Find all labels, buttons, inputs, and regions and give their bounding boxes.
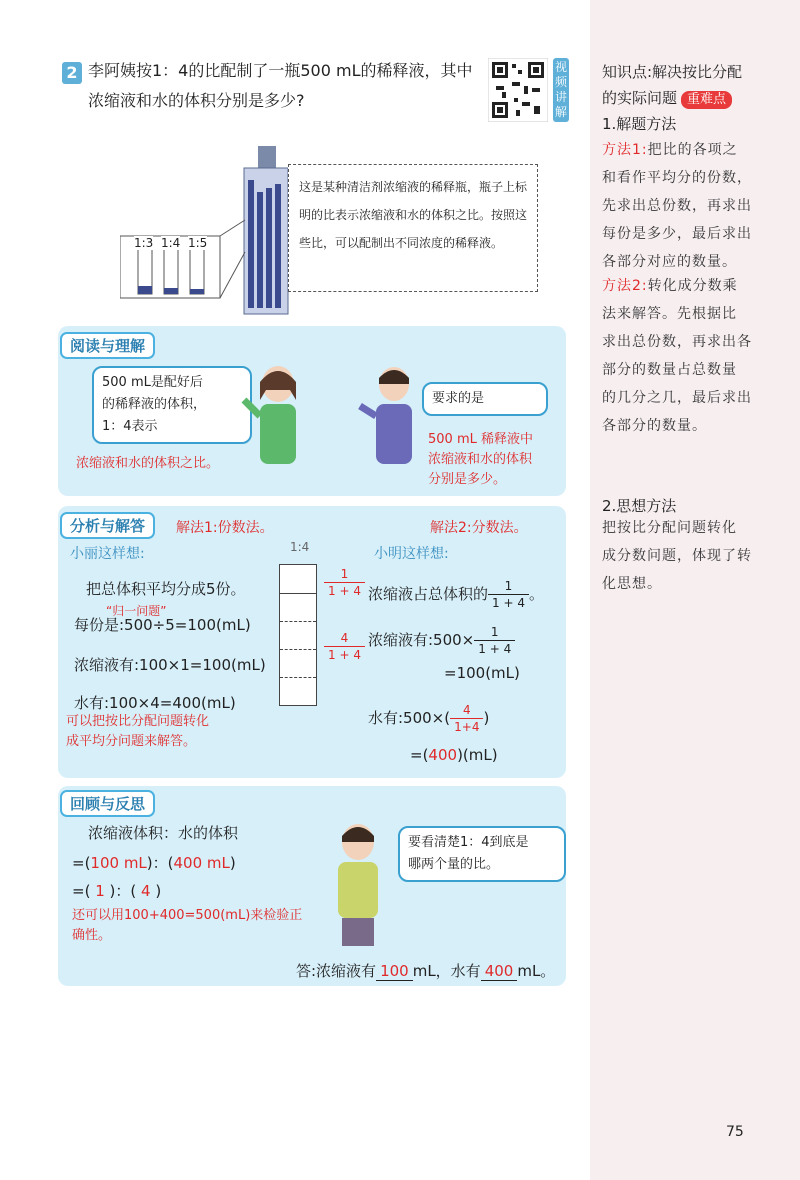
sidebar-section-1: 1.解题方法 [602,115,677,133]
reading-tag: 阅读与理解 [60,332,155,359]
qr-code-icon[interactable] [488,58,548,122]
dilution-bottle-illustration [120,140,290,315]
bar-fraction-2: $\frac{4}{1 + 4}$ [324,630,365,663]
girl-speech-bubble: 500 mL是配好后 的稀释液的体积， 1：4表示 [92,366,252,444]
boy-speech-bubble: 要求的是 [422,382,548,416]
ratio-diagram-label: 1:4 [290,540,310,554]
bar-fraction-1: $\frac{1}{1 + 4}$ [324,566,365,599]
left-note: 可以把按比分配问题转化 成平均分问题来解答。 [66,714,210,749]
girl-figure [238,360,318,470]
video-label[interactable]: 视频讲解 [553,58,569,122]
method-2-text: 方法2:转化成分数乘 法来解答。先根据比 求出总份数，再求出各 部分的数量占总数量 的几分之几，最后求出 各部分的数量。 [602,278,752,434]
review-boy-figure [318,816,398,948]
knowledge-sidebar [590,0,800,1180]
left-line-4: 水有:100×4=400(mL) [74,694,236,712]
analysis-tag: 分析与解答 [60,512,155,539]
question-number: 2 [62,62,82,84]
guiyi-label: “归一问题” [106,604,167,618]
method-1-label: 解法1:份数法。 [176,520,274,536]
right-line-4: 水有:500×( $\frac{4}{1+4}$ ) [368,703,490,734]
left-line-1: 把总体积平均分成5份。 [86,580,246,598]
review-tag: 回顾与反思 [60,790,155,817]
boy-note: 500 mL 稀释液中 浓缩液和水的体积 分别是多少。 [428,432,533,487]
left-line-3: 浓缩液有:100×1=100(mL) [74,656,266,674]
bottle-description: 这是某种清洁剂浓缩液的稀释瓶，瓶子上标明的比表示浓缩液和水的体积之比。按照这些比，可以配制出不同浓度的稀释液。 [288,164,538,292]
girl-note: 浓缩液和水的体积之比。 [76,456,220,471]
boy-figure [354,360,434,470]
review-note: 还可以用100+400=500(mL)来检验正 确性。 [72,908,303,943]
method-2-label: 解法2:分数法。 [430,520,528,536]
ratio-label-1-3: 1:3 [134,236,154,250]
ratio-label-1-4: 1:4 [161,236,181,250]
final-answer: 答:浓缩液有 100 mL，水有 400 mL。 [296,962,556,980]
question-text: 李阿姨按1：4的比配制了一瓶500 mL的稀释液，其中 浓缩液和水的体积分别是多少? [88,61,473,110]
volume-bar-diagram [279,564,317,706]
right-line-1: 浓缩液占总体积的 $\frac{1}{1 + 4}$ 。 [368,579,544,610]
review-line-3: =( 1 )：( 4 ) [72,882,162,900]
review-speech-bubble: 要看清楚1：4到底是 哪两个量的比。 [398,826,566,882]
right-line-5: =(400)(mL) [410,746,498,764]
review-line-1: 浓缩液体积：水的体积 [88,824,239,842]
ratio-label-1-5: 1:5 [188,236,208,250]
key-point-badge: 重难点 [681,91,732,109]
sidebar-title-2: 的实际问题 重难点 [602,86,732,110]
review-line-2: =(100 mL)：(400 mL) [72,854,236,872]
xiaoli-title: 小丽这样想: [70,546,145,562]
sidebar-section-2: 2.思想方法 [602,497,677,515]
right-line-3: =100(mL) [444,664,520,682]
sidebar-title: 知识点:解决按比分配 [602,63,743,81]
xiaoming-title: 小明这样想: [374,546,449,562]
page-number: 75 [726,1124,744,1140]
left-line-2: 每份是:500÷5=100(mL) [74,616,251,634]
method-1-text: 方法1:把比的各项之 和看作平均分的份数， 先求出总份数，再求出 每份是多少，最后求出 各部分对应的数量。 [602,142,752,270]
right-line-2: 浓缩液有:500× $\frac{1}{1 + 4}$ [368,624,515,657]
thinking-method-text: 把按比分配问题转化 成分数问题，体现了转 化思想。 [602,520,752,592]
